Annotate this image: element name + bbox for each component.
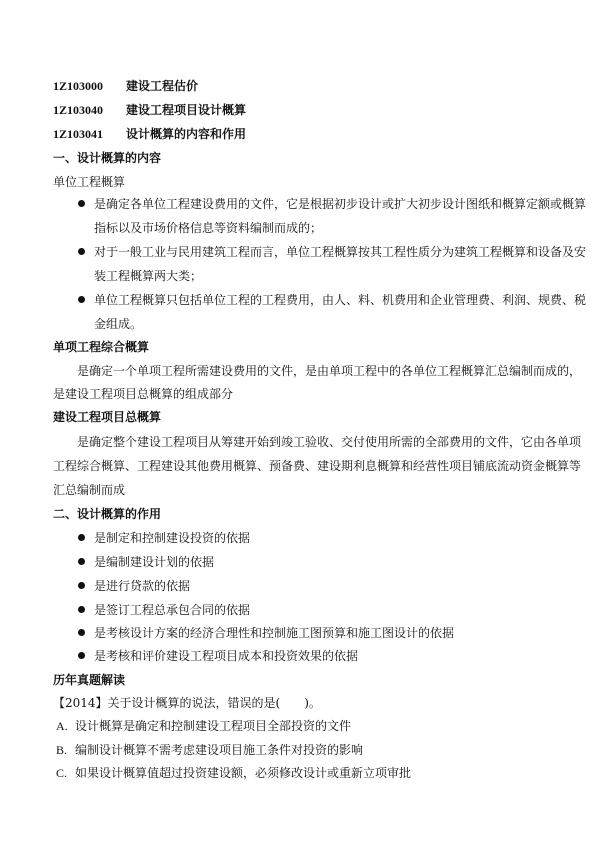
bullet-dot xyxy=(78,248,85,255)
bullet-dot xyxy=(78,606,85,613)
exam-question: 【2014】关于设计概算的说法，错误的是( )。 xyxy=(53,696,321,710)
exam-heading: 历年真题解读 xyxy=(53,673,126,687)
role-item: 是制定和控制建设投资的依据 xyxy=(94,531,251,545)
bullet-text-cont: 指标以及市场价格信息等资料编制而成的； xyxy=(94,221,323,235)
role-item: 是进行贷款的依据 xyxy=(94,579,191,593)
total-text: 是确定整个建设工程项目从筹建开始到竣工验收、交付使用所需的全部费用的文件，它由各单项 xyxy=(77,435,582,449)
section-title: 建设工程估价 xyxy=(126,79,199,93)
unit-label: 单位工程概算 xyxy=(53,175,126,189)
role-item: 是编制建设计划的依据 xyxy=(94,555,215,569)
header-row xyxy=(53,78,198,94)
section-code: 1Z103040 xyxy=(53,103,104,117)
bullet-dot xyxy=(78,534,85,541)
bullet-dot xyxy=(78,296,85,303)
option-letter: C. xyxy=(56,766,68,780)
bullet-dot xyxy=(78,200,85,207)
header-row xyxy=(53,102,246,118)
section-title: 建设工程项目设计概算 xyxy=(126,103,247,117)
total-heading: 建设工程项目总概算 xyxy=(53,410,162,424)
bullet-dot xyxy=(78,629,85,636)
section-code: 1Z103000 xyxy=(53,79,104,93)
option-text: 设计概算是确定和控制建设工程项目全部投资的文件 xyxy=(75,719,352,733)
option-letter: B. xyxy=(56,743,68,757)
option-letter: A. xyxy=(56,719,68,733)
section-code: 1Z103041 xyxy=(53,127,104,141)
header-row xyxy=(53,126,246,142)
section-title: 设计概算的内容和作用 xyxy=(126,127,247,141)
section2-heading: 二、设计概算的作用 xyxy=(53,507,162,521)
bullet-text: 对于一般工业与民用建筑工程而言，单位工程概算按其工程性质分为建筑工程概算和设备及安 xyxy=(94,245,587,259)
bullet-text: 单位工程概算只包括单位工程的工程费用，由人、料、机费用和企业管理费、利润、规费、税 xyxy=(94,293,587,307)
bullet-dot xyxy=(78,652,85,659)
bullet-dot xyxy=(78,582,85,589)
section1-heading: 一、设计概算的内容 xyxy=(53,151,162,165)
role-item: 是考核和评价建设工程项目成本和投资效果的依据 xyxy=(94,649,359,663)
item-text: 是确定一个单项工程所需建设费用的文件，是由单项工程中的各单位工程概算汇总编制而成的， xyxy=(77,364,582,378)
bullet-text-cont: 金组成。 xyxy=(94,317,143,331)
item-text-cont: 是建设工程项目总概算的组成部分 xyxy=(53,387,234,401)
role-item: 是考核设计方案的经济合理性和控制施工图预算和施工图设计的依据 xyxy=(94,626,455,640)
option-text: 如果设计概算值超过投资建设额，必须修改设计或重新立项审批 xyxy=(75,766,412,780)
bullet-text: 是确定各单位工程建设费用的文件，它是根据初步设计或扩大初步设计图纸和概算定额或概算 xyxy=(94,197,587,211)
item-heading: 单项工程综合概算 xyxy=(53,340,150,354)
exam-option xyxy=(56,765,411,781)
total-text-cont: 汇总编制而成 xyxy=(53,483,126,497)
role-item: 是签订工程总承包合同的依据 xyxy=(94,603,251,617)
option-text: 编制设计概算不需考虑建设项目施工条件对投资的影响 xyxy=(75,743,364,757)
exam-option xyxy=(56,742,363,758)
bullet-dot xyxy=(78,558,85,565)
bullet-text-cont: 装工程概算两大类； xyxy=(94,269,203,283)
total-text-cont: 工程综合概算、工程建设其他费用概算、预备费、建设期利息概算和经营性项目铺底流动资金概算等 xyxy=(53,459,582,473)
exam-option xyxy=(56,718,351,734)
